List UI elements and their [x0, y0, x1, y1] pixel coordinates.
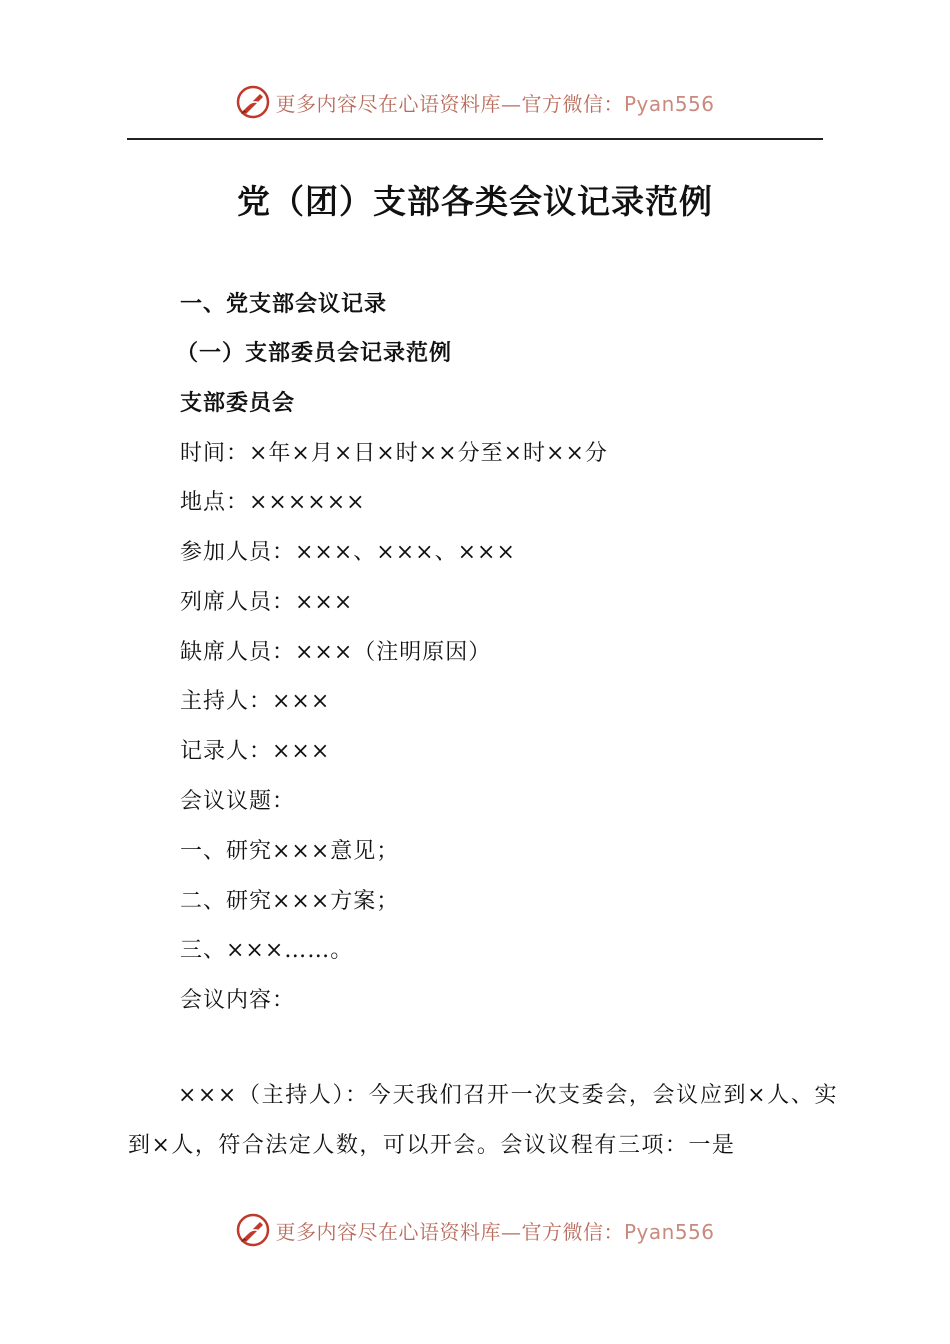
field-recorder: 记录人：××× — [180, 739, 331, 764]
header-banner — [0, 82, 950, 122]
pen-logo-icon — [235, 84, 271, 120]
field-time: 时间：×年×月×日×时××分至×时××分 — [180, 441, 608, 466]
topic-item: 二、研究×××方案； — [180, 889, 400, 914]
field-absent: 缺席人员：×××（注明原因） — [180, 640, 492, 665]
field-host: 主持人：××× — [180, 689, 331, 714]
banner-text: 更多内容尽在心语资料库—官方微信：Pyan556 — [275, 1219, 715, 1244]
field-observers: 列席人员：××× — [180, 590, 354, 615]
field-topics-label: 会议议题： — [180, 789, 296, 814]
content-label: 会议内容： — [180, 988, 296, 1013]
meeting-type-heading: 支部委员会 — [180, 390, 296, 416]
section-heading: 一、党支部会议记录 — [180, 292, 388, 317]
pen-logo-icon — [235, 1212, 271, 1248]
topic-item: 一、研究×××意见； — [180, 839, 400, 864]
topic-item: 三、×××……。 — [180, 938, 354, 963]
field-place: 地点：×××××× — [180, 490, 366, 515]
page-title: 党（团）支部各类会议记录范例 — [237, 182, 713, 221]
content-paragraph: ×××（主持人）：今天我们召开一次支委会，会议应到×人、实到×人，符合法定人数，可以开会。会议议程有三项：一是 — [128, 1083, 838, 1158]
field-attendees: 参加人员：×××、×××、××× — [180, 540, 516, 565]
footer-banner — [0, 1210, 950, 1250]
subsection-heading: （一）支部委员会记录范例 — [176, 340, 453, 366]
header-rule — [127, 138, 823, 140]
banner-text: 更多内容尽在心语资料库—官方微信：Pyan556 — [275, 91, 715, 116]
